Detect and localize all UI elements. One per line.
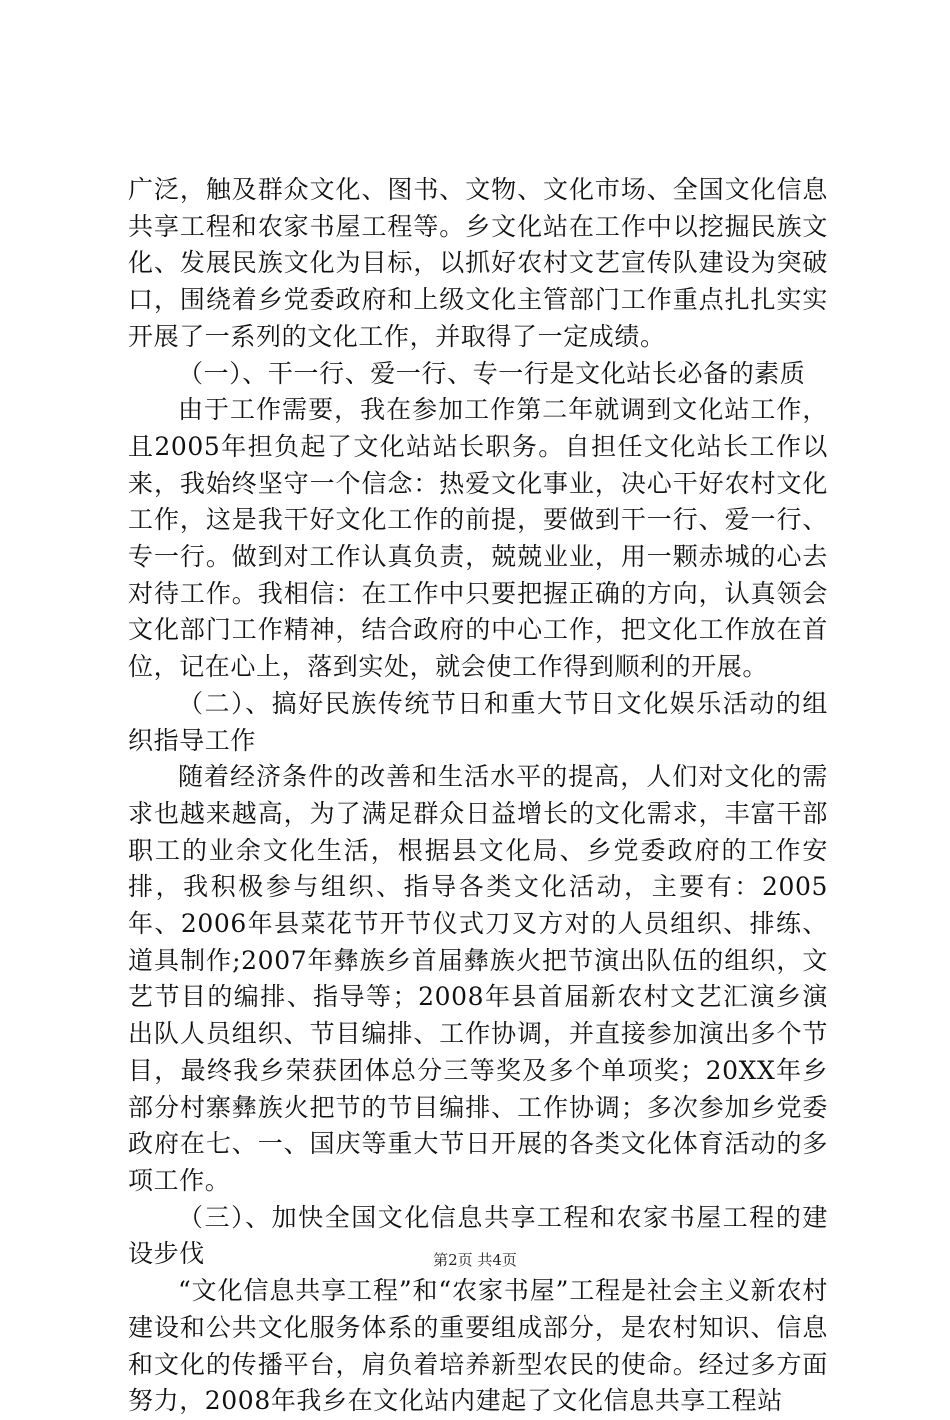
page-footer: 第2页 共4页 (433, 1251, 517, 1269)
paragraph-section-2: 随着经济条件的改善和生活水平的提高，人们对文化的需求也越来越高，为了满足群众日益增长的文化需求，丰富干部职工的业余文化生活，根据县文化局、乡党委政府的工作安排，我积极参与组织、指导各类文化活动，主要有：2005年、2006年县菜花节开节仪式刀叉方对的人员组织、排练、道具制作;2007年彝族乡首届彝族火把节演出队伍的组织，文艺节目的编排、指导等；2008年县首届新农村文艺汇演乡演出队人员组织、节目编排、工作协调，并直接参加演出多个节目，最终我乡荣获团体总分三等奖及多个单项奖；20XX年乡部分村寨彝族火把节的节目编排、工作协调；多次参加乡党委政府在七、一、国庆等重大节日开展的各类文化体育活动的多项工作。 (128, 762, 828, 1195)
paragraph-section-1: 由于工作需要，我在参加工作第二年就调到文化站工作，且2005年担负起了文化站站长职务。自担任文化站长工作以来，我始终坚守一个信念：热爱文化事业，决心干好农村文化工作，这是我干好文化工作的前提，要做到干一行、爱一行、专一行。做到对工作认真负责，兢兢业业，用一颗赤城的心去对待工作。我相信：在工作中只要把握正确的方向，认真领会文化部门工作精神，结合政府的中心工作，把文化工作放在首位，记在心上，落到实处，就会使工作得到顺利的开展。 (128, 395, 828, 682)
section-heading-1: （一）、干一行、爱一行、专一行是文化站长必备的素质 (178, 358, 806, 388)
paragraph-intro: 广泛，触及群众文化、图书、文物、文化市场、全国文化信息共享工程和农家书屋工程等。乡文化站在工作中以挖掘民族文化、发展民族文化为目标，以抓好农村文艺宣传队建设为突破口，围绕着乡党委政府和上级文化主管部门工作重点扎扎实实开展了一系列的文化工作，并取得了一定成绩。 (128, 175, 828, 351)
section-heading-2: （二）、搞好民族传统节日和重大节日文化娱乐活动的组织指导工作 (128, 688, 828, 755)
document-body (128, 172, 828, 1420)
paragraph-section-3: “文化信息共享工程”和“农家书屋”工程是社会主义新农村建设和公共文化服务体系的重要组成部分，是农村知识、信息和文化的传播平台，肩负着培养新型农民的使命。经过多方面努力，2008年我乡在文化站内建起了文化信息共享工程站 (128, 1276, 828, 1416)
section-heading-3: （三）、加快全国文化信息共享工程和农家书屋工程的建设步伐 (128, 1202, 828, 1269)
